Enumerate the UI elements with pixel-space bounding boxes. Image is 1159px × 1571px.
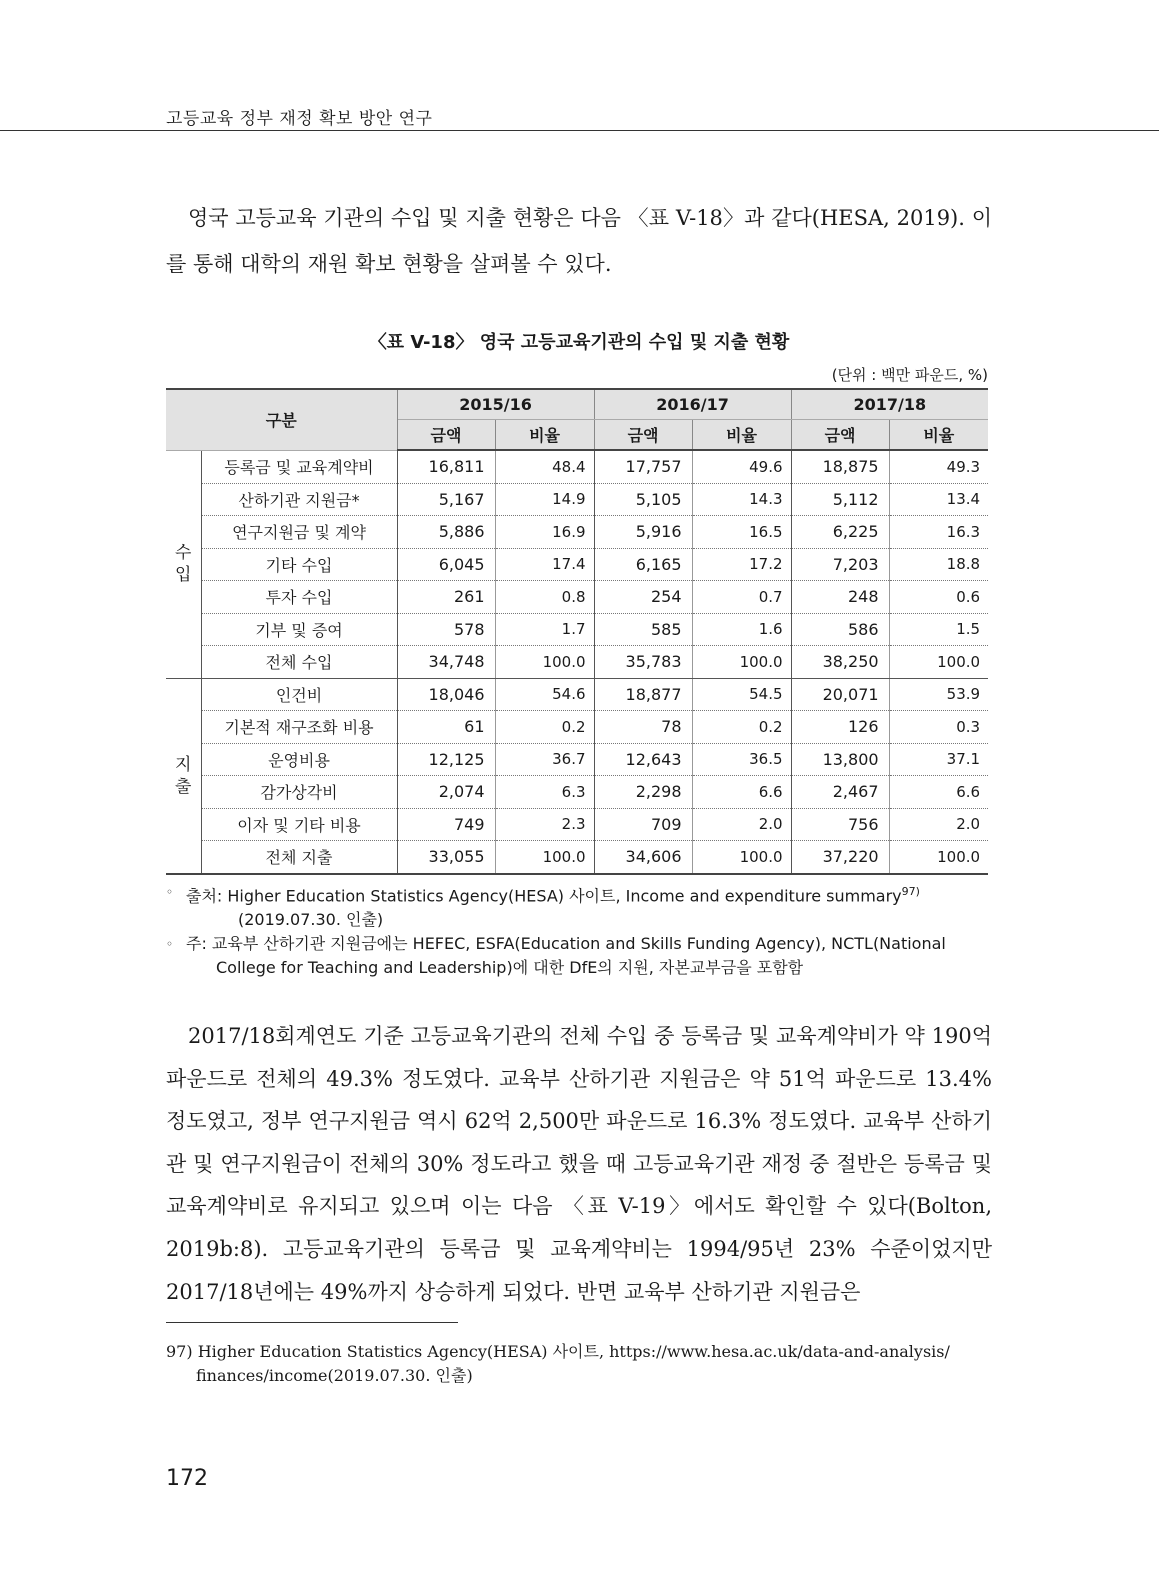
ratio-cell: 2.0 bbox=[889, 808, 988, 841]
ratio-cell: 49.3 bbox=[889, 450, 988, 483]
ratio-cell: 1.6 bbox=[692, 613, 791, 646]
ratio-cell: 100.0 bbox=[495, 841, 594, 874]
ratio-cell: 100.0 bbox=[495, 646, 594, 679]
header-amount: 금액 bbox=[397, 420, 495, 451]
amount-cell: 709 bbox=[594, 808, 692, 841]
ratio-cell: 100.0 bbox=[692, 841, 791, 874]
footnote-rule bbox=[166, 1322, 458, 1323]
table-row bbox=[166, 743, 988, 776]
row-item-label: 투자 수입 bbox=[201, 581, 397, 614]
expenditure-group-label: 지 출 bbox=[166, 678, 201, 874]
table-title: 〈표 V-18〉 영국 고등교육기관의 수입 및 지출 현황 bbox=[368, 332, 790, 353]
amount-cell: 78 bbox=[594, 711, 692, 744]
amount-cell: 33,055 bbox=[397, 841, 495, 874]
ratio-cell: 1.7 bbox=[495, 613, 594, 646]
amount-cell: 61 bbox=[397, 711, 495, 744]
row-item-label: 인건비 bbox=[201, 678, 397, 711]
table-row bbox=[166, 711, 988, 744]
footnote-ref: 97) bbox=[901, 885, 920, 898]
header-amount: 금액 bbox=[791, 420, 889, 451]
row-item-label: 연구지원금 및 계약 bbox=[201, 516, 397, 549]
header-amount: 금액 bbox=[594, 420, 692, 451]
table-row bbox=[166, 841, 988, 874]
table-row bbox=[166, 646, 988, 679]
amount-cell: 17,757 bbox=[594, 450, 692, 483]
header-ratio: 비율 bbox=[889, 420, 988, 451]
note-bullet: ◦ bbox=[166, 937, 174, 952]
table-row bbox=[166, 581, 988, 614]
amount-cell: 254 bbox=[594, 581, 692, 614]
amount-cell: 12,125 bbox=[397, 743, 495, 776]
ratio-cell: 2.3 bbox=[495, 808, 594, 841]
table-row bbox=[166, 450, 988, 483]
row-item-label: 기부 및 증여 bbox=[201, 613, 397, 646]
amount-cell: 585 bbox=[594, 613, 692, 646]
table-row bbox=[166, 483, 988, 516]
amount-cell: 34,606 bbox=[594, 841, 692, 874]
table-row bbox=[166, 776, 988, 809]
amount-cell: 34,748 bbox=[397, 646, 495, 679]
ratio-cell: 16.5 bbox=[692, 516, 791, 549]
running-header: 고등교육 정부 재정 확보 방안 연구 bbox=[166, 109, 433, 129]
table-notes bbox=[166, 880, 992, 980]
ratio-cell: 54.6 bbox=[495, 678, 594, 711]
amount-cell: 5,886 bbox=[397, 516, 495, 549]
table-unit: (단위 : 백만 파운드, %) bbox=[831, 366, 988, 384]
amount-cell: 12,643 bbox=[594, 743, 692, 776]
remark-line-cont: College for Teaching and Leadership)에 대한 DfE의 지원, 자본교부금을 포함함 bbox=[216, 958, 804, 978]
income-group-label: 수 입 bbox=[166, 450, 201, 678]
amount-cell: 35,783 bbox=[594, 646, 692, 679]
table-row bbox=[166, 548, 988, 581]
ratio-cell: 0.8 bbox=[495, 581, 594, 614]
amount-cell: 586 bbox=[791, 613, 889, 646]
source-note bbox=[166, 880, 992, 932]
row-item-label: 산하기관 지원금* bbox=[201, 483, 397, 516]
amount-cell: 20,071 bbox=[791, 678, 889, 711]
amount-cell: 7,203 bbox=[791, 548, 889, 581]
ratio-cell: 0.7 bbox=[692, 581, 791, 614]
ratio-cell: 0.6 bbox=[889, 581, 988, 614]
ratio-cell: 48.4 bbox=[495, 450, 594, 483]
row-item-label: 이자 및 기타 비용 bbox=[201, 808, 397, 841]
ratio-cell: 16.9 bbox=[495, 516, 594, 549]
ratio-cell: 36.7 bbox=[495, 743, 594, 776]
amount-cell: 38,250 bbox=[791, 646, 889, 679]
ratio-cell: 6.3 bbox=[495, 776, 594, 809]
remark-line: 주: 교육부 산하기관 지원금에는 HEFEC, ESFA(Education and Skills Funding Agency), NCTL(National bbox=[186, 934, 946, 954]
amount-cell: 5,105 bbox=[594, 483, 692, 516]
amount-cell: 18,046 bbox=[397, 678, 495, 711]
amount-cell: 37,220 bbox=[791, 841, 889, 874]
table-row bbox=[166, 678, 988, 711]
amount-cell: 5,112 bbox=[791, 483, 889, 516]
ratio-cell: 17.4 bbox=[495, 548, 594, 581]
ratio-cell: 100.0 bbox=[889, 841, 988, 874]
income-expenditure-table bbox=[166, 388, 988, 875]
row-item-label: 전체 수입 bbox=[201, 646, 397, 679]
row-item-label: 기본적 재구조화 비용 bbox=[201, 711, 397, 744]
table-row bbox=[166, 516, 988, 549]
header-year: 2016/17 bbox=[594, 389, 791, 420]
ratio-cell: 100.0 bbox=[692, 646, 791, 679]
page-number: 172 bbox=[166, 1466, 208, 1491]
ratio-cell: 1.5 bbox=[889, 613, 988, 646]
ratio-cell: 0.2 bbox=[495, 711, 594, 744]
amount-cell: 13,800 bbox=[791, 743, 889, 776]
ratio-cell: 13.4 bbox=[889, 483, 988, 516]
header-ratio: 비율 bbox=[692, 420, 791, 451]
ratio-cell: 100.0 bbox=[889, 646, 988, 679]
amount-cell: 756 bbox=[791, 808, 889, 841]
amount-cell: 248 bbox=[791, 581, 889, 614]
body-paragraph: 2017/18회계연도 기준 고등교육기관의 전체 수입 중 등록금 및 교육계약비가 약 190억 파운드로 전체의 49.3% 정도였다. 교육부 산하기관 지원금은 약 51억 파운드로 13.4% 정도였고, 정부 연구지원금 역시 62억 2,500만 파운드로 16.3% 정도였다. 교육부 산하기관 및 연구지원금이 전체의 30% 정도라고 했을 때 고등교육기관 재정 중 절반은 등록금 및 교육계약비로 유지되고 있으며 이는 다음 〈표 V-19〉에서도 확인할 수 있다(Bolton, 2019b:8). 고등교육기관의 등록금 및 교육계약비는 1994/95년 23% 수준이었지만 2017/18년에는 49%까지 상승하게 되었다. 반면 교육부 산하기관 지원금은 bbox=[166, 1024, 992, 1304]
amount-cell: 126 bbox=[791, 711, 889, 744]
ratio-cell: 49.6 bbox=[692, 450, 791, 483]
ratio-cell: 37.1 bbox=[889, 743, 988, 776]
row-item-label: 감가상각비 bbox=[201, 776, 397, 809]
ratio-cell: 16.3 bbox=[889, 516, 988, 549]
header-year: 2017/18 bbox=[791, 389, 988, 420]
ratio-cell: 53.9 bbox=[889, 678, 988, 711]
ratio-cell: 0.2 bbox=[692, 711, 791, 744]
amount-cell: 6,225 bbox=[791, 516, 889, 549]
intro-paragraph: 영국 고등교육 기관의 수입 및 지출 현황은 다음 〈표 V-18〉과 같다(HESA, 2019). 이를 통해 대학의 재원 확보 현황을 살펴볼 수 있다. bbox=[166, 206, 992, 276]
footnote-line: 97) Higher Education Statistics Agency(HESA) 사이트, https://www.hesa.ac.uk/data-and-analysis/ bbox=[166, 1342, 950, 1361]
remark-note bbox=[166, 932, 992, 980]
footnote bbox=[166, 1340, 992, 1388]
ratio-cell: 6.6 bbox=[692, 776, 791, 809]
amount-cell: 5,167 bbox=[397, 483, 495, 516]
header-category: 구분 bbox=[166, 389, 397, 450]
amount-cell: 2,298 bbox=[594, 776, 692, 809]
amount-cell: 6,165 bbox=[594, 548, 692, 581]
amount-cell: 261 bbox=[397, 581, 495, 614]
source-line: 출처: Higher Education Statistics Agency(HESA) 사이트, Income and expenditure summary bbox=[186, 886, 902, 906]
source-date: (2019.07.30. 인출) bbox=[238, 910, 384, 930]
amount-cell: 578 bbox=[397, 613, 495, 646]
amount-cell: 18,877 bbox=[594, 678, 692, 711]
row-item-label: 기타 수입 bbox=[201, 548, 397, 581]
amount-cell: 5,916 bbox=[594, 516, 692, 549]
ratio-cell: 2.0 bbox=[692, 808, 791, 841]
ratio-cell: 54.5 bbox=[692, 678, 791, 711]
ratio-cell: 14.3 bbox=[692, 483, 791, 516]
amount-cell: 16,811 bbox=[397, 450, 495, 483]
amount-cell: 749 bbox=[397, 808, 495, 841]
ratio-cell: 14.9 bbox=[495, 483, 594, 516]
row-item-label: 운영비용 bbox=[201, 743, 397, 776]
amount-cell: 2,467 bbox=[791, 776, 889, 809]
header-ratio: 비율 bbox=[495, 420, 594, 451]
amount-cell: 18,875 bbox=[791, 450, 889, 483]
ratio-cell: 18.8 bbox=[889, 548, 988, 581]
header-rule bbox=[0, 130, 1159, 131]
table-row bbox=[166, 613, 988, 646]
ratio-cell: 36.5 bbox=[692, 743, 791, 776]
ratio-cell: 17.2 bbox=[692, 548, 791, 581]
ratio-cell: 6.6 bbox=[889, 776, 988, 809]
ratio-cell: 0.3 bbox=[889, 711, 988, 744]
amount-cell: 2,074 bbox=[397, 776, 495, 809]
header-year: 2015/16 bbox=[397, 389, 594, 420]
table-row bbox=[166, 808, 988, 841]
footnote-line-cont: finances/income(2019.07.30. 인출) bbox=[196, 1366, 473, 1385]
row-item-label: 전체 지출 bbox=[201, 841, 397, 874]
row-item-label: 등록금 및 교육계약비 bbox=[201, 450, 397, 483]
note-bullet: ◦ bbox=[166, 885, 174, 899]
amount-cell: 6,045 bbox=[397, 548, 495, 581]
